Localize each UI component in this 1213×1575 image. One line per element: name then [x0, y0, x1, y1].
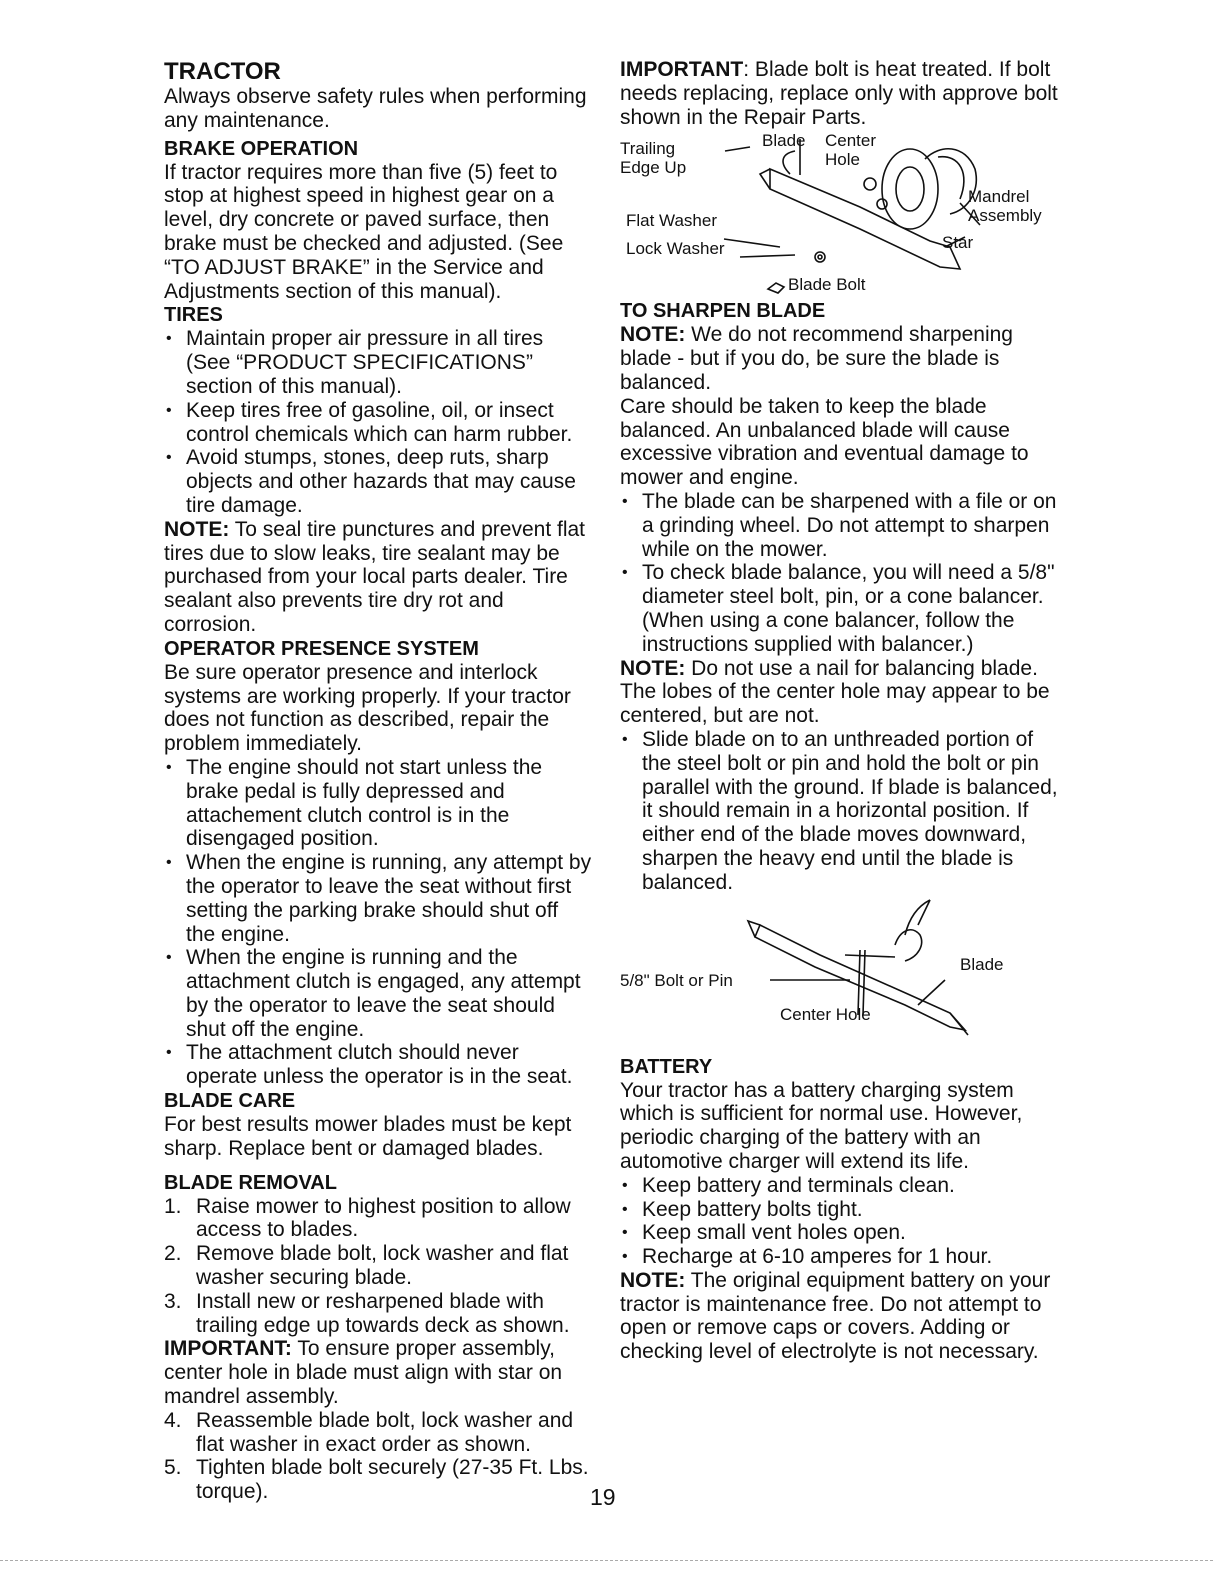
list-item: 3. Install new or resharpened blade with trailing edge up towards deck as shown. [164, 1289, 570, 1337]
list-item: 4. Reassemble blade bolt, lock washer and flat washer in exact order as shown. [164, 1408, 574, 1456]
left-column [164, 58, 592, 1504]
note-text: To seal tire punctures and prevent flat tires due to slow leaks, tire sealant may be purchased from your local parts dealer. Tire sealant also prevents tire dry rot and corrosion. [164, 517, 585, 636]
page-number: 19 [590, 1484, 616, 1510]
list-item: • The attachment clutch should never operate unless the operator is in the seat. [164, 1041, 592, 1089]
tires-note [164, 518, 592, 637]
bladecare-heading: BLADE CARE [164, 1090, 296, 1113]
list-item: • Maintain proper air pressure in all tires (See “PRODUCT SPECIFICATIONS” section of this manual). [164, 327, 592, 398]
label-blade: Blade [762, 131, 806, 151]
label-lock-washer: Lock Washer [626, 239, 725, 259]
label-trailing-edge: Trailing Edge Up [620, 139, 687, 178]
bladecare-text: For best results mower blades must be kept sharp. Replace bent or damaged blades. [164, 1113, 572, 1160]
list-item: • When the engine is running and the attachment clutch is engaged, any attempt by the operator to leave the seat should shut off the engine. [164, 946, 592, 1041]
battery-list [620, 1174, 1060, 1269]
label-center-hole: Center Hole [780, 1004, 871, 1024]
note-text: Do not use a nail for balancing blade. The lobes of the center hole may appear to be centered, but are not. [620, 656, 1050, 728]
label-center-hole: Center Hole [825, 131, 877, 170]
note-label: NOTE: [620, 656, 686, 680]
important-label: IMPORTANT: [164, 1337, 292, 1361]
list-item: • To check blade balance, you will need a 5/8" diameter steel bolt, pin, or a cone balancer. (When using a cone balancer, follow the instructions supplied with balancer.) [620, 561, 1060, 656]
list-item: • Keep battery and terminals clean. [620, 1174, 1060, 1198]
slide-list [620, 728, 1060, 895]
list-item: • Keep battery bolts tight. [620, 1198, 1060, 1222]
label-bolt-or-pin: 5/8" Bolt or Pin [620, 970, 733, 990]
balance-figure [620, 895, 1060, 1055]
label-blade-bolt: Blade Bolt [788, 275, 866, 295]
label-star: Star [942, 233, 974, 253]
list-item: • Keep tires free of gasoline, oil, or insect control chemicals which can harm rubber. [164, 399, 592, 447]
tractor-heading: TRACTOR [164, 58, 281, 85]
important-text: : Blade bolt is heat treated. If bolt needs replacing, replace only with approve bolt shown in the Repair Parts. [620, 58, 1058, 129]
label-blade: Blade [960, 954, 1004, 974]
brake-heading: BRAKE OPERATION [164, 137, 359, 160]
blade-assembly-figure [620, 129, 1060, 299]
list-item: 2. Remove blade bolt, lock washer and flat washer securing blade. [164, 1242, 569, 1290]
note-text: We do not recommend sharpening blade - but if you do, be sure the blade is balanced. [620, 323, 1013, 394]
list-item: • Recharge at 6-10 amperes for 1 hour. [620, 1245, 1060, 1269]
list-item: • When the engine is running, any attempt by the operator to leave the seat without first setting the parking brake should shut off the engine. [164, 851, 592, 946]
tires-heading: TIRES [164, 304, 223, 327]
removal-steps-a [164, 1195, 592, 1338]
important-text: To ensure proper assembly, center hole in blade must align with star on mandrel assembly. [164, 1337, 563, 1409]
removal-steps-b [164, 1409, 592, 1504]
battery-text: Your tractor has a battery charging system which is sufficient for normal use. However, periodic charging of the battery with an automotive charger will extend its life. [620, 1078, 1023, 1173]
ops-list [164, 756, 592, 1089]
ops-heading: OPERATOR PRESENCE SYSTEM [164, 637, 479, 660]
important-label: IMPORTANT [620, 58, 744, 81]
nail-note [620, 657, 1060, 728]
note-text: The original equipment battery on your tractor is maintenance free. Do not attempt to open or remove caps or covers. Adding or checking level of electrolyte is not necessary. [620, 1268, 1051, 1364]
tires-list [164, 327, 592, 517]
note-label: NOTE: [164, 517, 230, 541]
removal-important [164, 1337, 592, 1408]
sharpen-note [620, 323, 1060, 394]
label-mandrel: Mandrel Assembly [968, 187, 1042, 226]
list-item: • Avoid stumps, stones, deep ruts, sharp objects and other hazards that may cause tire damage. [164, 446, 592, 517]
list-item: • The engine should not start unless the brake pedal is fully depressed and attachement clutch control is in the disengaged position. [164, 756, 592, 851]
list-item: 1. Raise mower to highest position to allow access to blades. [164, 1194, 571, 1242]
tractor-intro: Always observe safety rules when performing any maintenance. [164, 85, 587, 132]
note-label: NOTE: [620, 323, 686, 347]
right-column [620, 58, 1060, 1364]
list-item: 5. Tighten blade bolt securely (27-35 Ft. Lbs. torque). [164, 1456, 589, 1504]
removal-heading: BLADE REMOVAL [164, 1171, 337, 1194]
list-item: • Slide blade on to an unthreaded portion of the steel bolt or pin and hold the bolt or pin parallel with the ground. If blade is balanced, it should remain in a horizontal position. If either end of the blade moves downward, sharpen the heavy end until the blade is balanced. [620, 728, 1060, 895]
bottom-divider [0, 1560, 1213, 1561]
sharpen-text: Care should be taken to keep the blade balanced. An unbalanced blade will cause excessive vibration and eventual damage to mower and engine. [620, 394, 1029, 490]
list-item: • Keep small vent holes open. [620, 1221, 1060, 1245]
battery-note [620, 1269, 1060, 1364]
bolt-important [620, 58, 1060, 129]
brake-text: If tractor requires more than five (5) feet to stop at highest speed in highest gear on a level, dry concrete or paved surface, then brake must be checked and adjusted. (See “TO ADJUST BRAKE” in the Service and Adjustments section of this manual). [164, 160, 564, 303]
note-label: NOTE: [620, 1268, 686, 1292]
sharpen-heading: TO SHARPEN BLADE [620, 300, 826, 323]
sharpen-list [620, 490, 1060, 657]
ops-text: Be sure operator presence and interlock systems are working properly. If your tractor does not function as described, repair the problem immediately. [164, 660, 571, 756]
list-item: • The blade can be sharpened with a file or on a grinding wheel. Do not attempt to sharpen while on the mower. [620, 490, 1060, 561]
battery-heading: BATTERY [620, 1055, 713, 1078]
label-flat-washer: Flat Washer [626, 211, 718, 231]
